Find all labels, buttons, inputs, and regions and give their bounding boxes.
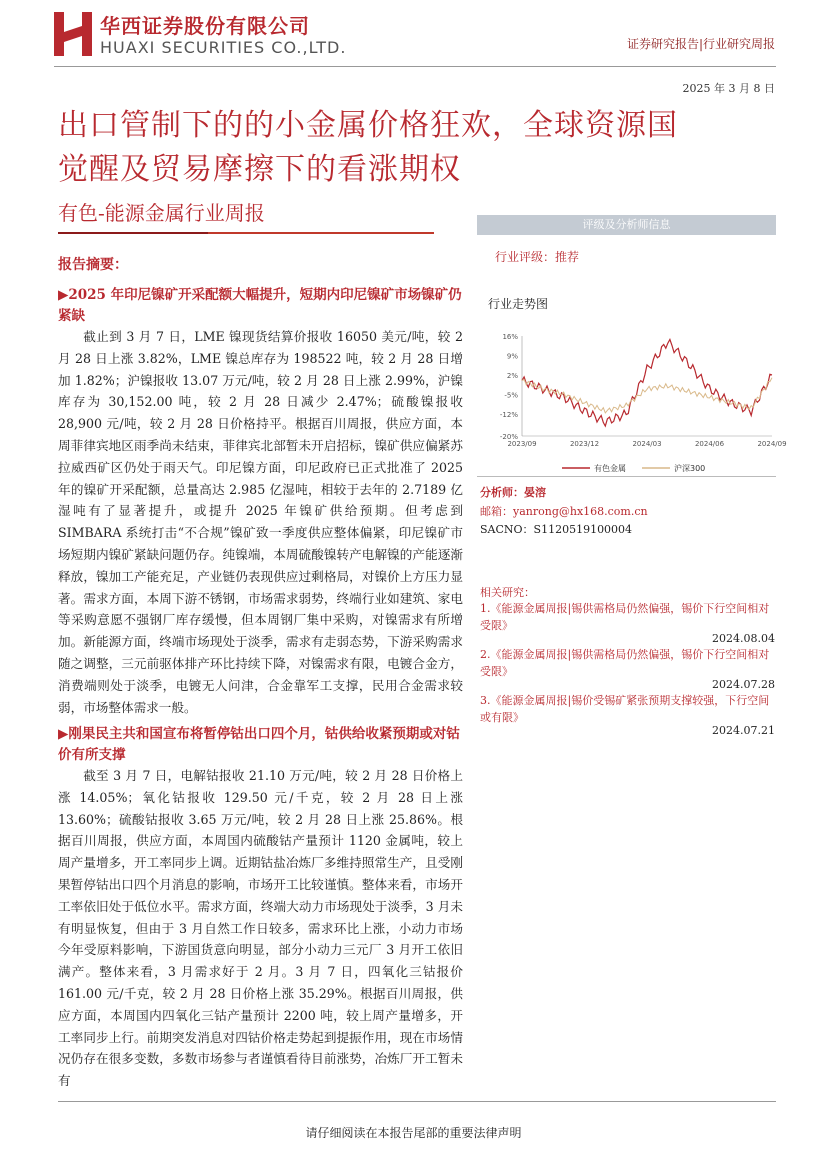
series-line-1 <box>522 340 772 427</box>
x-tick-label: 2024/03 <box>632 440 662 448</box>
y-tick-label: -5% <box>504 391 518 400</box>
related-item-3[interactable]: 3.《能源金属周报|锡价受锡矿紧张预期支撑较强，下行空间或有限》 <box>480 694 770 724</box>
report-date: 2025 年 3 月 8 日 <box>682 82 775 95</box>
analyst-sacno: SACNO：S1120519100004 <box>480 523 633 536</box>
subtitle-divider-accent <box>58 232 208 234</box>
section-1-body: 截止到 3 月 7 日，LME 镍现货结算价报收 16050 美元/吨，较 2 月 28 日上涨 3.82%，LME 镍总库存为 198522 吨，较 2 月 28 日增加 1.82%；沪镍报收 13.07 万元/吨，较 2 月 28 日上涨 2.99%，沪镍库存为 30,152.00 吨，较 2 月 28 日减少 2.47%；硫酸镍报收 28,900 元/吨，较 2 月 28 日价格持平。根据百川周报，供应方面，本周菲律宾地区雨季尚未结束，菲律宾北部暂未开启招标，镍矿供应偏紧苏拉威西矿区仍处于雨天气。印尼镍方面，印尼政府已正式批准了 2025 年的镍矿开采配额，总量高达 2.985 亿湿吨，相较于去年的 2.7189 亿湿吨有了显著提升，或提升 2025 年镍矿供给预期。但考虑到 SIMBARA 系统打击“不合规”镍矿致一季度供应整体偏紧，印尼镍矿市场短期内镍矿紧缺问题仍存。纯镍端，本周硫酸镍转产电解镍的产能逐渐释放，镍加工产能充足，产业链仍表现供应过剩格局，对镍价上方压力显著。需求方面，本周下游不锈钢，市场需求弱势，终端行业如建筑、家电等采购意愿不强钢厂库存缓慢，但本周钢厂集中采购，对镍需求有所增加。新能源方面，终端市场现处于淡季，需求有走弱态势，下游采购需求随之调整，三元前驱体排产环比持续下降，对镍需求有限，电镀合金方，消费端则处于淡季，电镀无人问津，合金靠军工支撑，民用合金需求较弱，市场整体需求一般。 <box>58 329 463 715</box>
legal-disclaimer: 请仔细阅读在本报告尾部的重要法律声明 <box>305 1126 522 1140</box>
report-title <box>58 104 788 192</box>
related-item-2[interactable]: 2.《能源金属周报|锡供需格局仍然偏强，锡价下行空间相对受限》 <box>480 648 770 678</box>
legend-label-1: 有色金属 <box>594 464 626 473</box>
huaxi-logo <box>54 12 92 56</box>
x-tick-label: 2024/09 <box>757 440 787 448</box>
section-1-heading: ▶2025 年印尼镍矿开采配额大幅提升，短期内印尼镍矿市场镍矿仍紧缺 <box>58 287 462 324</box>
analyst-name: 分析师：晏溶 <box>480 486 546 499</box>
company-name-cn: 华西证券股份有限公司 <box>100 14 310 38</box>
title-line-2: 觉醒及贸易摩擦下的看涨期权 <box>58 152 461 187</box>
x-tick-label: 2023/09 <box>507 440 537 448</box>
title-line-1: 出口管制下的的小金属价格狂欢，全球资源国 <box>58 108 678 143</box>
section-2-body: 截至 3 月 7 日，电解钴报收 21.10 万元/吨，较 2 月 28 日价格上涨 14.05%；氧化钴报收 129.50 元/千克，较 2 月 28 日上涨 13.60%；硫酸钴报收 3.65 万元/吨，较 2 月 28 日上涨 25.86%。根据百川周报，供应方面，本周国内硫酸钴产量预计 1120 金属吨，较上周产量增多，开工率同步上调。近期钴盐冶炼厂多维持照常生产，且受刚果暂停钴出口四个月消息的影响，市场开工比较谨慎。整体来看，市场开工率依旧处于低位水平。需求方面，终端大动力市场现处于淡季，3 月未有明显恢复，但由于 3 月自然工作日较多，需求环比上涨，小动力市场今年受原料影响，下游国货意向明显，部分小动力三元厂 3 月开工依旧满产。整体来看，3 月需求好于 2 月。3 月 7 日，四氧化三钴报价 161.00 元/千克，较 2 月 28 日价格上涨 35.29%。根据百川周报，供应方面，本周国内四氧化三钴产量预计 2200 吨，较上周产量增多，开工率同步上行。前期突发消息对四钴价格走势起到提振作用，现在市场情况仍存在很多变数，多数市场参与者谨慎看待目前涨势，冶炼厂开工暂未有 <box>58 768 463 1089</box>
footer-divider <box>58 1101 776 1102</box>
summary-heading: 报告摘要： <box>58 257 128 273</box>
y-tick-label: 2% <box>506 371 518 380</box>
analyst-email: 邮箱：yanrong@hx168.com.cn <box>480 505 648 518</box>
sidebar-header: 评级及分析师信息 <box>477 215 776 235</box>
industry-rating: 行业评级：推荐 <box>495 250 580 264</box>
y-tick-label: -12% <box>499 410 518 419</box>
trend-chart-title: 行业走势图 <box>488 297 549 311</box>
related-item-3-date: 2024.07.21 <box>712 724 775 737</box>
industry-trend-chart <box>480 326 787 484</box>
y-tick-label: 9% <box>506 352 518 361</box>
company-name-en: HUAXI SECURITIES CO.,LTD. <box>100 38 347 57</box>
related-item-1[interactable]: 1.《能源金属周报|锡供需格局仍然偏强，锡价下行空间相对受限》 <box>480 602 770 632</box>
y-tick-label: -20% <box>499 433 518 441</box>
related-item-1-date: 2024.08.04 <box>712 632 775 645</box>
legend-label-2: 沪深300 <box>674 464 706 473</box>
x-tick-label: 2023/12 <box>569 440 600 448</box>
sidebar-divider <box>477 476 776 477</box>
y-tick-label: 16% <box>502 333 518 341</box>
report-type: 证券研究报告|行业研究周报 <box>626 37 775 51</box>
related-item-2-date: 2024.07.28 <box>712 678 775 691</box>
section-2-heading: ▶刚果民主共和国宣布将暂停钴出口四个月，钴供给收紧预期或对钴价有所支撑 <box>58 726 460 763</box>
header-divider <box>54 66 776 67</box>
x-tick-label: 2024/06 <box>694 440 725 448</box>
related-research-title: 相关研究： <box>480 586 535 599</box>
report-subtitle: 有色-能源金属行业周报 <box>58 201 265 225</box>
